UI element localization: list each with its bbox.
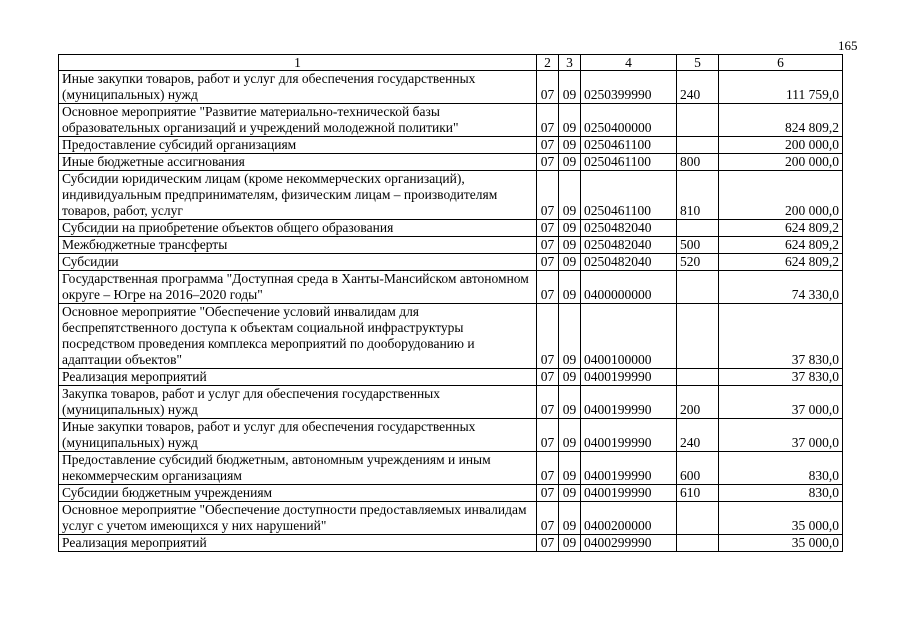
table-row <box>59 386 843 419</box>
row-expense-type <box>677 502 719 535</box>
row-target-article: 0250482040 <box>581 237 677 254</box>
row-amount: 74 330,0 <box>719 271 843 304</box>
table-row <box>59 254 843 271</box>
row-target-article: 0400299990 <box>581 535 677 552</box>
row-subsection: 09 <box>559 304 581 369</box>
row-target-article: 0400199990 <box>581 386 677 419</box>
row-expense-type: 810 <box>677 171 719 220</box>
table-row <box>59 419 843 452</box>
row-amount: 200 000,0 <box>719 154 843 171</box>
table-row <box>59 237 843 254</box>
row-section: 07 <box>537 220 559 237</box>
row-target-article: 0400200000 <box>581 502 677 535</box>
row-expense-type <box>677 137 719 154</box>
row-section: 07 <box>537 171 559 220</box>
row-section: 07 <box>537 485 559 502</box>
row-expense-type: 520 <box>677 254 719 271</box>
row-subsection: 09 <box>559 104 581 137</box>
row-subsection: 09 <box>559 452 581 485</box>
row-name: Государственная программа "Доступная среда в Ханты-Мансийском автономном округе – Югре на 2016–2020 годы" <box>59 271 537 304</box>
row-name: Субсидии юридическим лицам (кроме некоммерческих организаций), индивидуальным предпринимателям, физическим лицам – производителям товаров, работ, услуг <box>59 171 537 220</box>
header-col-2: 2 <box>537 55 559 71</box>
row-amount: 824 809,2 <box>719 104 843 137</box>
row-target-article: 0250461100 <box>581 171 677 220</box>
header-col-5: 5 <box>677 55 719 71</box>
row-expense-type: 500 <box>677 237 719 254</box>
row-name: Реализация мероприятий <box>59 535 537 552</box>
row-section: 07 <box>537 137 559 154</box>
table-row <box>59 137 843 154</box>
row-subsection: 09 <box>559 154 581 171</box>
table-row <box>59 154 843 171</box>
row-subsection: 09 <box>559 369 581 386</box>
row-amount: 624 809,2 <box>719 254 843 271</box>
row-amount: 111 759,0 <box>719 71 843 104</box>
row-amount: 37 000,0 <box>719 419 843 452</box>
row-target-article: 0250399990 <box>581 71 677 104</box>
row-section: 07 <box>537 304 559 369</box>
row-expense-type <box>677 104 719 137</box>
row-name: Субсидии <box>59 254 537 271</box>
row-section: 07 <box>537 71 559 104</box>
table-row <box>59 535 843 552</box>
row-name: Предоставление субсидий бюджетным, автономным учреждениям и иным некоммерческим организациям <box>59 452 537 485</box>
row-amount: 37 830,0 <box>719 304 843 369</box>
row-subsection: 09 <box>559 137 581 154</box>
row-subsection: 09 <box>559 502 581 535</box>
row-section: 07 <box>537 237 559 254</box>
row-amount: 830,0 <box>719 452 843 485</box>
row-subsection: 09 <box>559 386 581 419</box>
table-row <box>59 104 843 137</box>
row-amount: 200 000,0 <box>719 171 843 220</box>
row-name: Основное мероприятие "Развитие материально-технической базы образовательных организаций и учреждений молодежной политики" <box>59 104 537 137</box>
row-amount: 35 000,0 <box>719 535 843 552</box>
row-amount: 830,0 <box>719 485 843 502</box>
row-name: Иные закупки товаров, работ и услуг для обеспечения государственных (муниципальных) нужд <box>59 71 537 104</box>
row-subsection: 09 <box>559 237 581 254</box>
row-target-article: 0400199990 <box>581 369 677 386</box>
table-row <box>59 485 843 502</box>
row-amount: 200 000,0 <box>719 137 843 154</box>
row-name: Предоставление субсидий организациям <box>59 137 537 154</box>
row-subsection: 09 <box>559 171 581 220</box>
row-section: 07 <box>537 154 559 171</box>
page-number: 165 <box>838 38 858 53</box>
row-target-article: 0400199990 <box>581 485 677 502</box>
row-section: 07 <box>537 386 559 419</box>
table-row <box>59 171 843 220</box>
header-col-4: 4 <box>581 55 677 71</box>
row-expense-type: 610 <box>677 485 719 502</box>
row-target-article: 0250482040 <box>581 254 677 271</box>
table-row <box>59 304 843 369</box>
row-section: 07 <box>537 452 559 485</box>
row-name: Основное мероприятие "Обеспечение доступности предоставляемых инвалидам услуг с учетом имеющихся у них нарушений" <box>59 502 537 535</box>
row-expense-type <box>677 304 719 369</box>
row-target-article: 0400199990 <box>581 419 677 452</box>
row-section: 07 <box>537 535 559 552</box>
row-name: Закупка товаров, работ и услуг для обеспечения государственных (муниципальных) нужд <box>59 386 537 419</box>
row-expense-type <box>677 535 719 552</box>
row-name: Основное мероприятие "Обеспечение условий инвалидам для беспрепятственного доступа к объектам социальной инфраструктуры посредством проведения комплекса мероприятий по дооборудованию и адаптации объектов" <box>59 304 537 369</box>
row-name: Субсидии бюджетным учреждениям <box>59 485 537 502</box>
row-target-article: 0250461100 <box>581 154 677 171</box>
row-amount: 37 000,0 <box>719 386 843 419</box>
row-name: Иные бюджетные ассигнования <box>59 154 537 171</box>
row-subsection: 09 <box>559 535 581 552</box>
row-section: 07 <box>537 502 559 535</box>
row-amount: 624 809,2 <box>719 220 843 237</box>
header-col-1: 1 <box>59 55 537 71</box>
row-subsection: 09 <box>559 71 581 104</box>
row-amount: 37 830,0 <box>719 369 843 386</box>
row-subsection: 09 <box>559 220 581 237</box>
row-subsection: 09 <box>559 485 581 502</box>
row-name: Межбюджетные трансферты <box>59 237 537 254</box>
row-expense-type: 240 <box>677 71 719 104</box>
row-section: 07 <box>537 369 559 386</box>
table-row <box>59 271 843 304</box>
table-row <box>59 502 843 535</box>
header-row <box>59 55 843 71</box>
row-name: Иные закупки товаров, работ и услуг для обеспечения государственных (муниципальных) нужд <box>59 419 537 452</box>
row-subsection: 09 <box>559 271 581 304</box>
row-expense-type: 800 <box>677 154 719 171</box>
header-col-3: 3 <box>559 55 581 71</box>
row-name: Субсидии на приобретение объектов общего образования <box>59 220 537 237</box>
row-expense-type <box>677 220 719 237</box>
table-row <box>59 452 843 485</box>
budget-table <box>58 54 843 552</box>
row-expense-type <box>677 271 719 304</box>
row-amount: 35 000,0 <box>719 502 843 535</box>
row-target-article: 0250400000 <box>581 104 677 137</box>
row-amount: 624 809,2 <box>719 237 843 254</box>
row-expense-type: 600 <box>677 452 719 485</box>
row-section: 07 <box>537 271 559 304</box>
row-section: 07 <box>537 419 559 452</box>
row-section: 07 <box>537 104 559 137</box>
row-expense-type: 200 <box>677 386 719 419</box>
row-target-article: 0400000000 <box>581 271 677 304</box>
row-target-article: 0400100000 <box>581 304 677 369</box>
header-col-6: 6 <box>719 55 843 71</box>
row-name: Реализация мероприятий <box>59 369 537 386</box>
table-row <box>59 220 843 237</box>
table-row <box>59 71 843 104</box>
row-target-article: 0250461100 <box>581 137 677 154</box>
table-row <box>59 369 843 386</box>
row-section: 07 <box>537 254 559 271</box>
row-subsection: 09 <box>559 254 581 271</box>
row-target-article: 0250482040 <box>581 220 677 237</box>
row-subsection: 09 <box>559 419 581 452</box>
row-target-article: 0400199990 <box>581 452 677 485</box>
row-expense-type: 240 <box>677 419 719 452</box>
row-expense-type <box>677 369 719 386</box>
